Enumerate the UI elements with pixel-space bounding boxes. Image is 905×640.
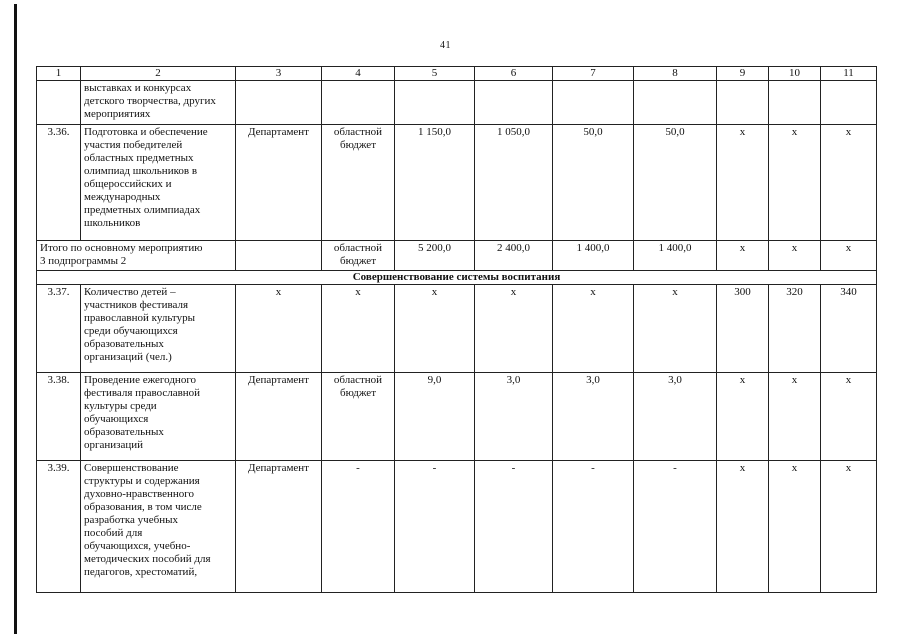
value-cell: х (769, 461, 821, 593)
header-cell: 2 (81, 67, 236, 81)
header-cell: 4 (322, 67, 395, 81)
value-cell: х (717, 461, 769, 593)
funding-source-cell: областной бюджет (322, 125, 395, 241)
header-cell: 8 (634, 67, 717, 81)
value-cell: 320 (769, 285, 821, 373)
empty-cell (821, 81, 877, 125)
value-cell: 2 400,0 (475, 241, 553, 271)
executor-cell: Департамент (236, 461, 322, 593)
value-cell: 9,0 (395, 373, 475, 461)
empty-cell (236, 241, 322, 271)
value-cell: 3,0 (634, 373, 717, 461)
table-section-row (37, 271, 877, 285)
value-cell: 3,0 (475, 373, 553, 461)
value-cell: 1 400,0 (634, 241, 717, 271)
header-cell: 7 (553, 67, 634, 81)
empty-cell (769, 81, 821, 125)
value-cell: 1 400,0 (553, 241, 634, 271)
row-number: 3.37. (37, 285, 81, 373)
page-number: 41 (440, 40, 451, 51)
executor-cell: х (236, 285, 322, 373)
value-cell: 1 050,0 (475, 125, 553, 241)
executor-cell: Департамент (236, 125, 322, 241)
page-edge-line (14, 4, 17, 634)
value-cell: 50,0 (553, 125, 634, 241)
executor-cell: Департамент (236, 373, 322, 461)
empty-cell (553, 81, 634, 125)
table-row-3-37 (37, 285, 877, 373)
table-row-total (37, 241, 877, 271)
value-cell: х (717, 373, 769, 461)
value-cell: х (769, 241, 821, 271)
value-cell: 5 200,0 (395, 241, 475, 271)
empty-cell (236, 81, 322, 125)
header-cell: 3 (236, 67, 322, 81)
value-cell: х (634, 285, 717, 373)
funding-source-cell: областной бюджет (322, 241, 395, 271)
value-cell: - (634, 461, 717, 593)
row-description: Подготовка и обеспечение участия победителей областных предметных олимпиад школьников в общероссийских и международных предметных олимпиадах школьников (81, 125, 236, 241)
value-cell: 340 (821, 285, 877, 373)
row-description: Количество детей – участников фестиваля православной культуры среди обучающихся образовательных организаций (чел.) (81, 285, 236, 373)
header-cell: 5 (395, 67, 475, 81)
value-cell: х (769, 125, 821, 241)
value-cell: х (395, 285, 475, 373)
value-cell: - (475, 461, 553, 593)
header-cell: 1 (37, 67, 81, 81)
row-number (37, 81, 81, 125)
header-cell: 11 (821, 67, 877, 81)
table-row-3-39 (37, 461, 877, 593)
funding-source-cell: областной бюджет (322, 373, 395, 461)
table-row-3-36 (37, 125, 877, 241)
empty-cell (475, 81, 553, 125)
value-cell: х (475, 285, 553, 373)
table-row-carryover (37, 81, 877, 125)
funding-source-cell: - (322, 461, 395, 593)
table-row-3-38 (37, 373, 877, 461)
value-cell: 300 (717, 285, 769, 373)
header-cell: 10 (769, 67, 821, 81)
value-cell: - (395, 461, 475, 593)
empty-cell (634, 81, 717, 125)
value-cell: х (821, 461, 877, 593)
header-cell: 6 (475, 67, 553, 81)
budget-table (36, 66, 877, 593)
row-description: Проведение ежегодного фестиваля православной культуры среди обучающихся образовательных организаций (81, 373, 236, 461)
value-cell: 1 150,0 (395, 125, 475, 241)
empty-cell (322, 81, 395, 125)
value-cell: х (717, 241, 769, 271)
value-cell: х (821, 373, 877, 461)
value-cell: х (717, 125, 769, 241)
row-description: выставках и конкурсах детского творчества, других мероприятиях (81, 81, 236, 125)
header-cell: 9 (717, 67, 769, 81)
value-cell: х (821, 241, 877, 271)
empty-cell (717, 81, 769, 125)
total-label: Итого по основному мероприятию 3 подпрограммы 2 (37, 241, 236, 271)
table-header-row (37, 67, 877, 81)
row-number: 3.39. (37, 461, 81, 593)
value-cell: х (821, 125, 877, 241)
funding-source-cell: х (322, 285, 395, 373)
value-cell: х (769, 373, 821, 461)
value-cell: 3,0 (553, 373, 634, 461)
empty-cell (395, 81, 475, 125)
value-cell: - (553, 461, 634, 593)
section-title: Совершенствование системы воспитания (37, 271, 877, 285)
row-number: 3.36. (37, 125, 81, 241)
value-cell: х (553, 285, 634, 373)
value-cell: 50,0 (634, 125, 717, 241)
row-number: 3.38. (37, 373, 81, 461)
row-description: Совершенствование структуры и содержания духовно-нравственного образования, в том числе разработка учебных пособий для обучающихся, учебно- методических пособий для педагогов, хрестоматий, (81, 461, 236, 593)
